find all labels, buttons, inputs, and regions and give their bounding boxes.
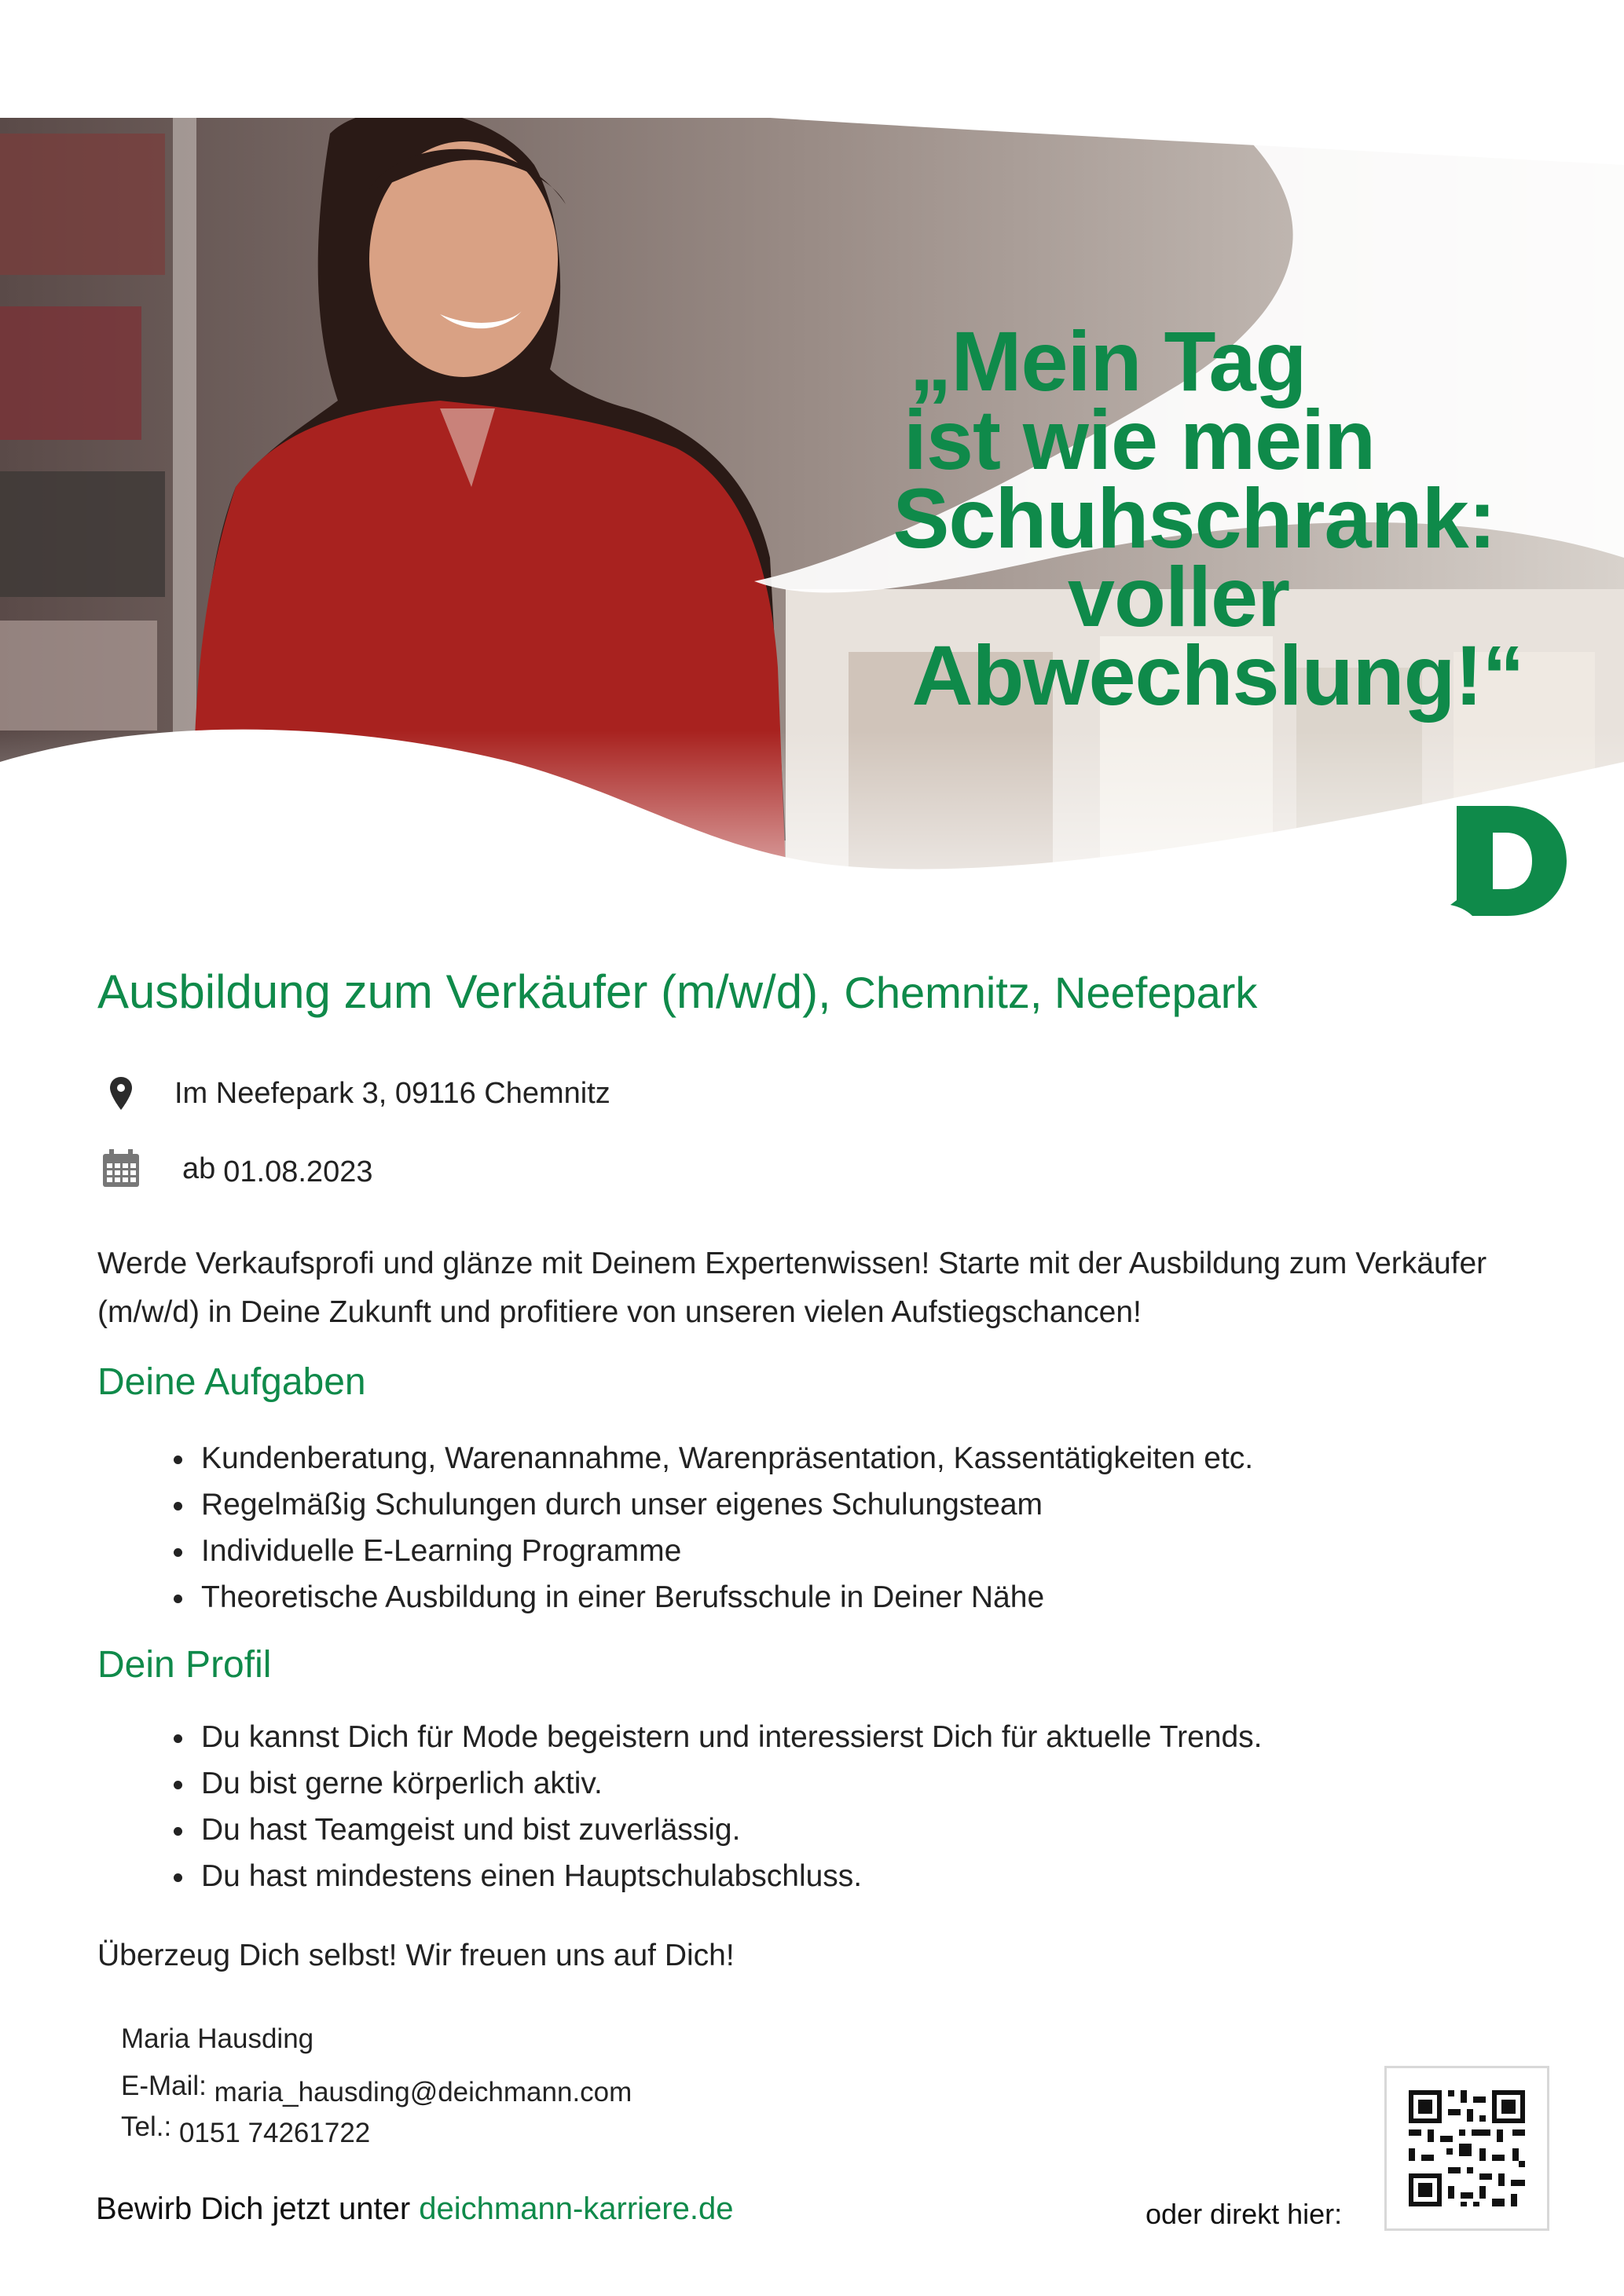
address-text: Im Neefepark 3, 09116 Chemnitz — [174, 1076, 610, 1110]
tasks-list — [141, 1435, 1532, 1620]
hero-quote — [707, 313, 1619, 723]
email-label: E-Mail: — [121, 2071, 207, 2101]
apply-link[interactable]: deichmann-karriere.de — [419, 2192, 734, 2226]
contact-email-row — [121, 2071, 632, 2107]
list-item: • Kundenberatung, Warenannahme, Warenpräsentation, Kassentätigkeiten etc. — [196, 1435, 1532, 1481]
profile-list — [141, 1714, 1532, 1899]
list-item: • Individuelle E-Learning Programme — [196, 1528, 1532, 1574]
contact-phone-row — [121, 2111, 371, 2148]
phone-link[interactable]: 0151 74261722 — [178, 2118, 371, 2148]
job-title — [97, 965, 1257, 1019]
quote-line-2: ist wie mein — [903, 392, 1376, 487]
quote-line-5: Abwechslung!“ — [911, 628, 1524, 723]
qr-code-frame[interactable] — [1384, 2066, 1549, 2231]
job-title-text: Ausbildung zum Verkäufer (m/w/d), — [97, 965, 831, 1018]
apply-line — [96, 2192, 733, 2227]
address-row — [97, 1070, 610, 1117]
closing-text: Überzeug Dich selbst! Wir freuen uns auf Dich! — [97, 1939, 735, 1972]
profile-heading: Dein Profil — [97, 1644, 272, 1686]
list-item: • Theoretische Ausbildung in einer Berufsschule in Deiner Nähe — [196, 1574, 1532, 1620]
job-location-title: Chemnitz, Neefepark — [844, 968, 1258, 1017]
quote-line-4: voller — [1067, 549, 1290, 644]
start-date-row — [97, 1145, 372, 1192]
qr-code-icon — [1387, 2068, 1547, 2228]
phone-label: Tel.: — [121, 2111, 172, 2142]
map-pin-icon — [97, 1070, 145, 1117]
list-item: • Du hast Teamgeist und bist zuverlässig. — [196, 1807, 1532, 1853]
calendar-icon — [97, 1145, 145, 1192]
hero-banner — [0, 118, 1624, 982]
tasks-heading: Deine Aufgaben — [97, 1361, 366, 1403]
quote-line-3: Schuhschrank: — [893, 471, 1496, 566]
direct-apply-text: oder direkt hier: — [1146, 2198, 1343, 2230]
list-item: • Du hast mindestens einen Hauptschulabschluss. — [196, 1853, 1532, 1899]
list-item: • Du bist gerne körperlich aktiv. — [196, 1760, 1532, 1807]
quote-line-1: „Mein Tag — [909, 313, 1307, 408]
start-prefix: ab — [182, 1152, 216, 1185]
intro-text: Werde Verkaufsprofi und glänze mit Deinem Expertenwissen! Starte mit der Ausbildung zum Verkäufer (m/w/d) in Deine Zukunft und profitiere von unseren vielen Aufstiegschancen! — [97, 1247, 1487, 1329]
email-link[interactable]: maria_hausding@deichmann.com — [214, 2077, 632, 2107]
list-item: • Regelmäßig Schulungen durch unser eigenes Schulungsteam — [196, 1481, 1532, 1528]
contact-name: Maria Hausding — [121, 2023, 314, 2054]
list-item: • Du kannst Dich für Mode begeistern und interessierst Dich für aktuelle Trends. — [196, 1714, 1532, 1760]
deichmann-logo — [1450, 806, 1567, 916]
apply-text: Bewirb Dich jetzt unter — [96, 2192, 411, 2226]
start-date: 01.08.2023 — [223, 1155, 373, 1188]
